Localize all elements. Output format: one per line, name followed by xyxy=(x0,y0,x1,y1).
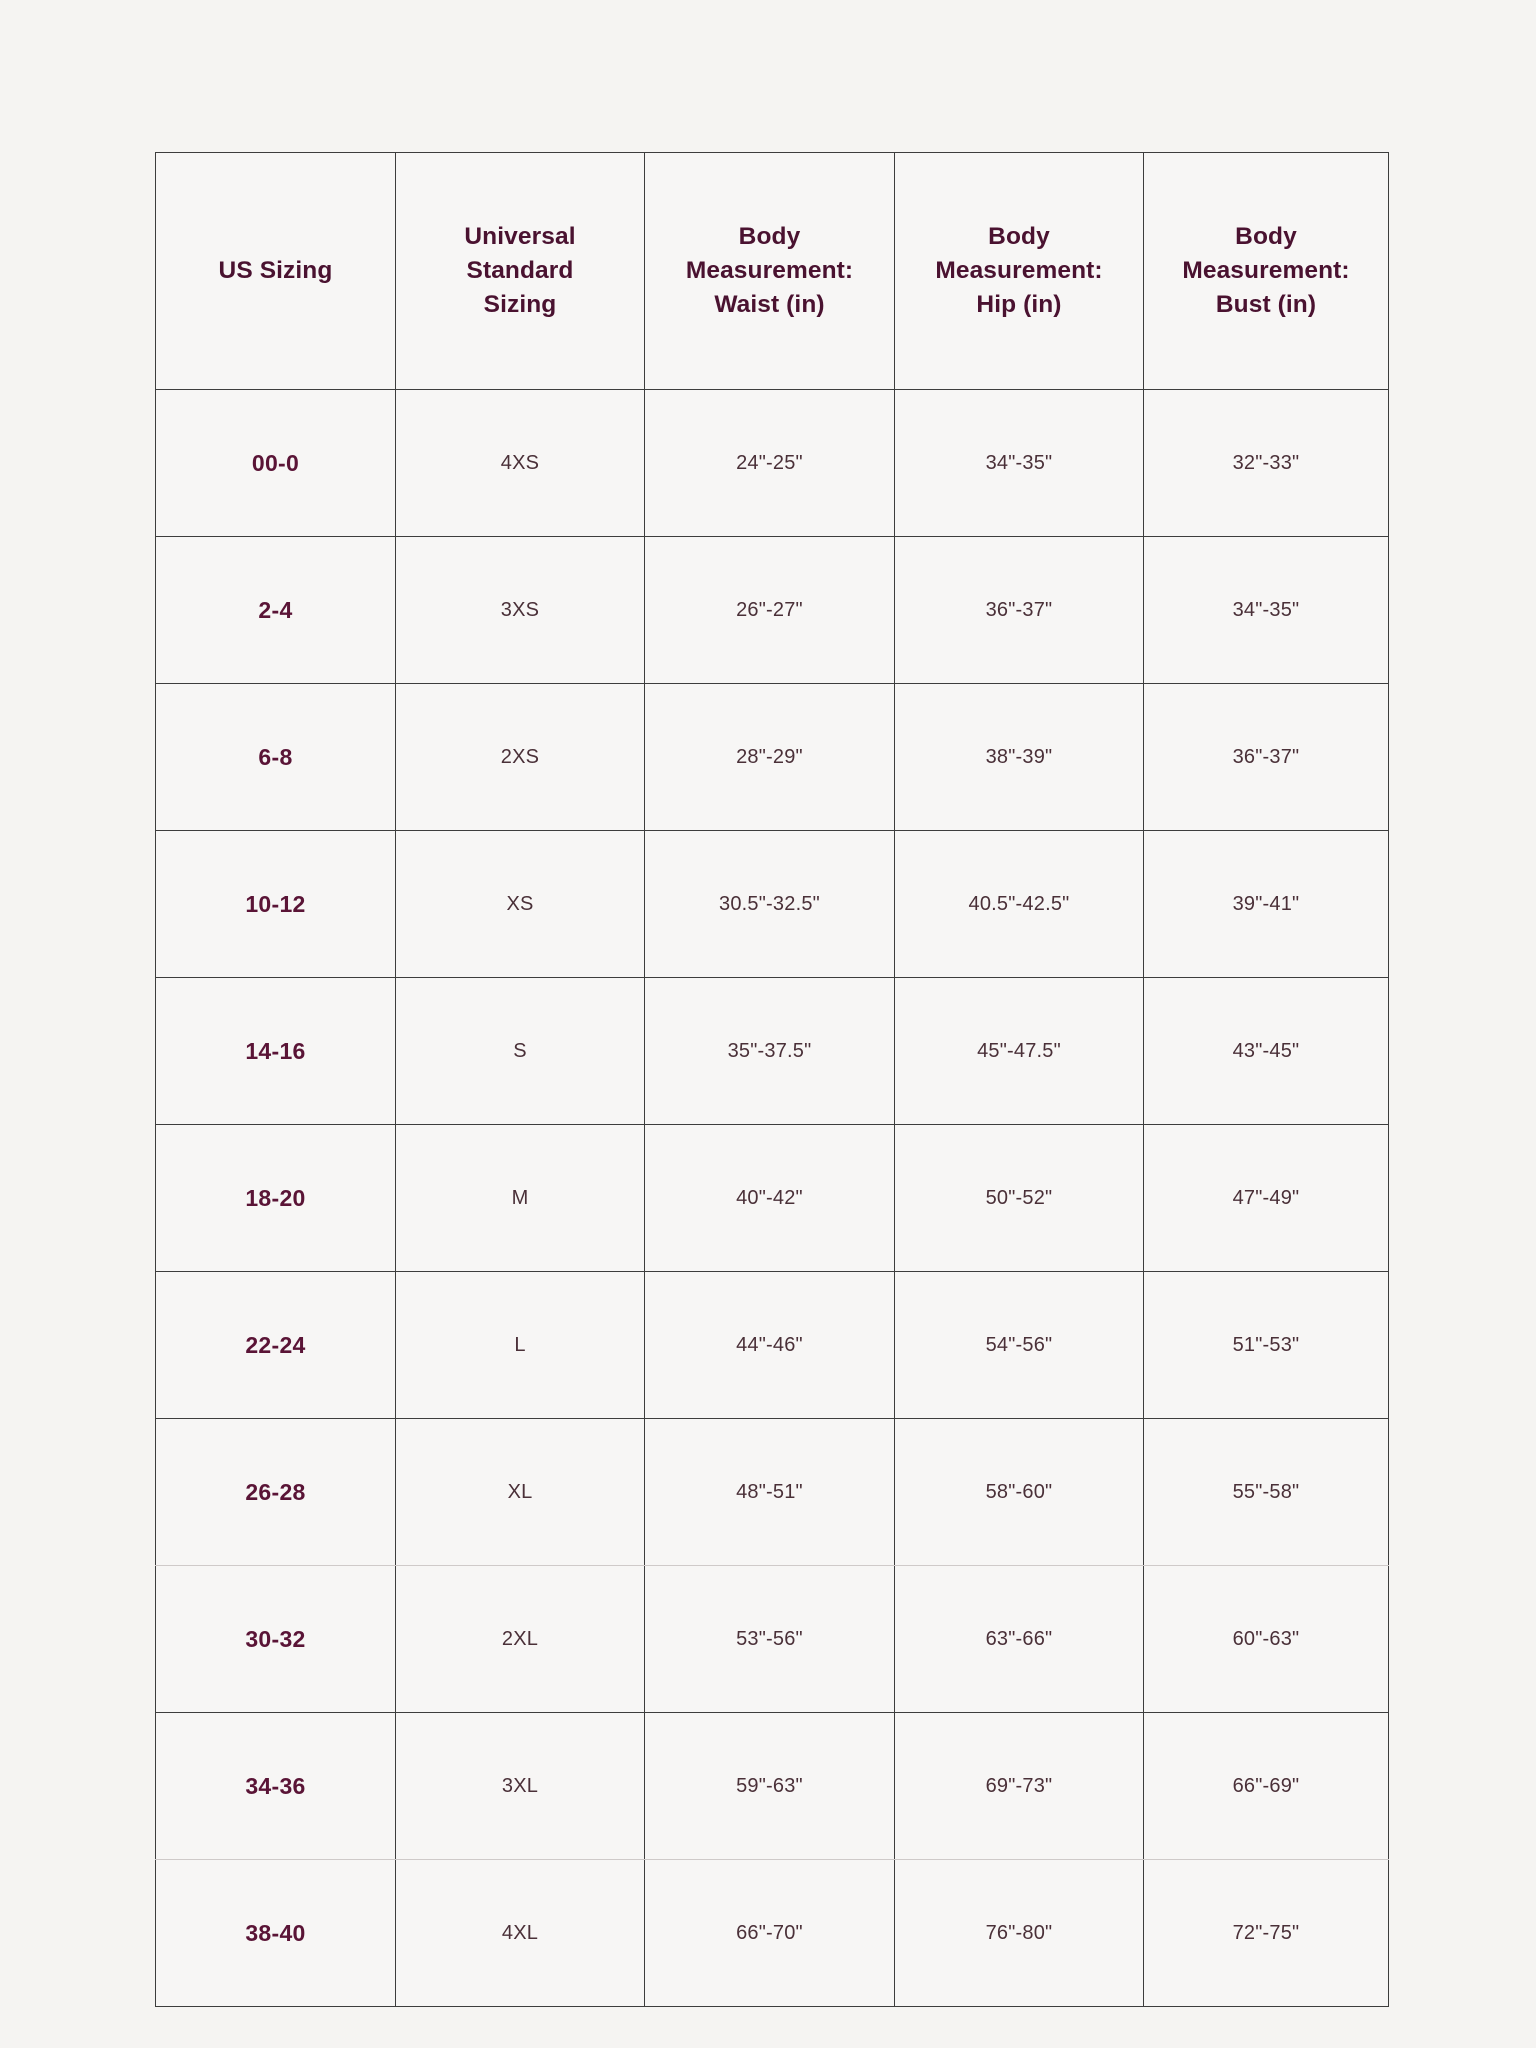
table-body xyxy=(156,390,1389,2007)
table-row xyxy=(156,684,1389,831)
cell-universal-sizing: L xyxy=(396,1272,645,1419)
column-header-line: Measurement: xyxy=(1182,257,1350,285)
column-header-waist xyxy=(645,153,895,390)
table-row xyxy=(156,1272,1389,1419)
table-row xyxy=(156,1419,1389,1566)
column-header-line: Bust (in) xyxy=(1215,290,1317,318)
column-header-line: Body xyxy=(988,223,1050,251)
cell-waist: 26"-27" xyxy=(645,537,895,684)
cell-bust: 55"-58" xyxy=(1144,1419,1389,1566)
cell-universal-sizing: 4XS xyxy=(396,390,645,537)
cell-us-sizing: 00-0 xyxy=(156,390,396,537)
cell-bust: 34"-35" xyxy=(1144,537,1389,684)
cell-hip: 50"-52" xyxy=(895,1125,1144,1272)
table-row xyxy=(156,1125,1389,1272)
cell-bust: 60"-63" xyxy=(1144,1566,1389,1713)
cell-waist: 48"-51" xyxy=(645,1419,895,1566)
cell-universal-sizing: 2XL xyxy=(396,1566,645,1713)
column-header-line: Waist (in) xyxy=(714,290,825,318)
column-header-line: Hip (in) xyxy=(976,290,1062,318)
table-row xyxy=(156,1566,1389,1713)
cell-us-sizing: 30-32 xyxy=(156,1566,396,1713)
cell-hip: 34"-35" xyxy=(895,390,1144,537)
column-header-line: Standard xyxy=(466,257,574,285)
column-header-line: Body xyxy=(738,223,801,251)
cell-us-sizing: 18-20 xyxy=(156,1125,396,1272)
column-header-line: Universal xyxy=(464,223,576,251)
cell-waist: 35"-37.5" xyxy=(645,978,895,1125)
column-header-hip xyxy=(895,153,1144,390)
cell-us-sizing: 22-24 xyxy=(156,1272,396,1419)
cell-us-sizing: 6-8 xyxy=(156,684,396,831)
cell-hip: 40.5"-42.5" xyxy=(895,831,1144,978)
table-row xyxy=(156,1713,1389,1860)
column-header-line: Body xyxy=(1235,223,1297,251)
cell-waist: 24"-25" xyxy=(645,390,895,537)
cell-us-sizing: 26-28 xyxy=(156,1419,396,1566)
cell-us-sizing: 14-16 xyxy=(156,978,396,1125)
cell-bust: 39"-41" xyxy=(1144,831,1389,978)
cell-waist: 53"-56" xyxy=(645,1566,895,1713)
cell-universal-sizing: 4XL xyxy=(396,1860,645,2007)
column-header-line: US Sizing xyxy=(218,257,333,285)
table-row xyxy=(156,390,1389,537)
cell-bust: 32"-33" xyxy=(1144,390,1389,537)
cell-us-sizing: 2-4 xyxy=(156,537,396,684)
size-chart-table xyxy=(155,152,1389,2007)
size-chart-container xyxy=(155,152,1388,2007)
cell-hip: 45"-47.5" xyxy=(895,978,1144,1125)
cell-bust: 72"-75" xyxy=(1144,1860,1389,2007)
cell-waist: 28"-29" xyxy=(645,684,895,831)
cell-waist: 40"-42" xyxy=(645,1125,895,1272)
cell-hip: 76"-80" xyxy=(895,1860,1144,2007)
cell-hip: 58"-60" xyxy=(895,1419,1144,1566)
table-row xyxy=(156,1860,1389,2007)
column-header-bust xyxy=(1144,153,1389,390)
cell-hip: 63"-66" xyxy=(895,1566,1144,1713)
column-header-line: Sizing xyxy=(483,290,557,318)
cell-universal-sizing: S xyxy=(396,978,645,1125)
table-row xyxy=(156,978,1389,1125)
cell-universal-sizing: M xyxy=(396,1125,645,1272)
cell-hip: 38"-39" xyxy=(895,684,1144,831)
table-header-row xyxy=(156,153,1389,390)
cell-waist: 44"-46" xyxy=(645,1272,895,1419)
table-row xyxy=(156,831,1389,978)
cell-waist: 30.5"-32.5" xyxy=(645,831,895,978)
cell-hip: 36"-37" xyxy=(895,537,1144,684)
table-header xyxy=(156,153,1389,390)
column-header-us-sizing xyxy=(156,153,396,390)
cell-waist: 59"-63" xyxy=(645,1713,895,1860)
cell-bust: 51"-53" xyxy=(1144,1272,1389,1419)
cell-us-sizing: 38-40 xyxy=(156,1860,396,2007)
cell-bust: 47"-49" xyxy=(1144,1125,1389,1272)
cell-hip: 54"-56" xyxy=(895,1272,1144,1419)
cell-us-sizing: 34-36 xyxy=(156,1713,396,1860)
cell-universal-sizing: 3XL xyxy=(396,1713,645,1860)
column-header-line: Measurement: xyxy=(935,257,1103,285)
cell-hip: 69"-73" xyxy=(895,1713,1144,1860)
cell-bust: 66"-69" xyxy=(1144,1713,1389,1860)
cell-bust: 36"-37" xyxy=(1144,684,1389,831)
column-header-universal-standard-sizing xyxy=(396,153,645,390)
column-header-line: Measurement: xyxy=(685,257,854,285)
cell-bust: 43"-45" xyxy=(1144,978,1389,1125)
cell-us-sizing: 10-12 xyxy=(156,831,396,978)
cell-waist: 66"-70" xyxy=(645,1860,895,2007)
cell-universal-sizing: 3XS xyxy=(396,537,645,684)
cell-universal-sizing: XS xyxy=(396,831,645,978)
table-row xyxy=(156,537,1389,684)
cell-universal-sizing: 2XS xyxy=(396,684,645,831)
cell-universal-sizing: XL xyxy=(396,1419,645,1566)
